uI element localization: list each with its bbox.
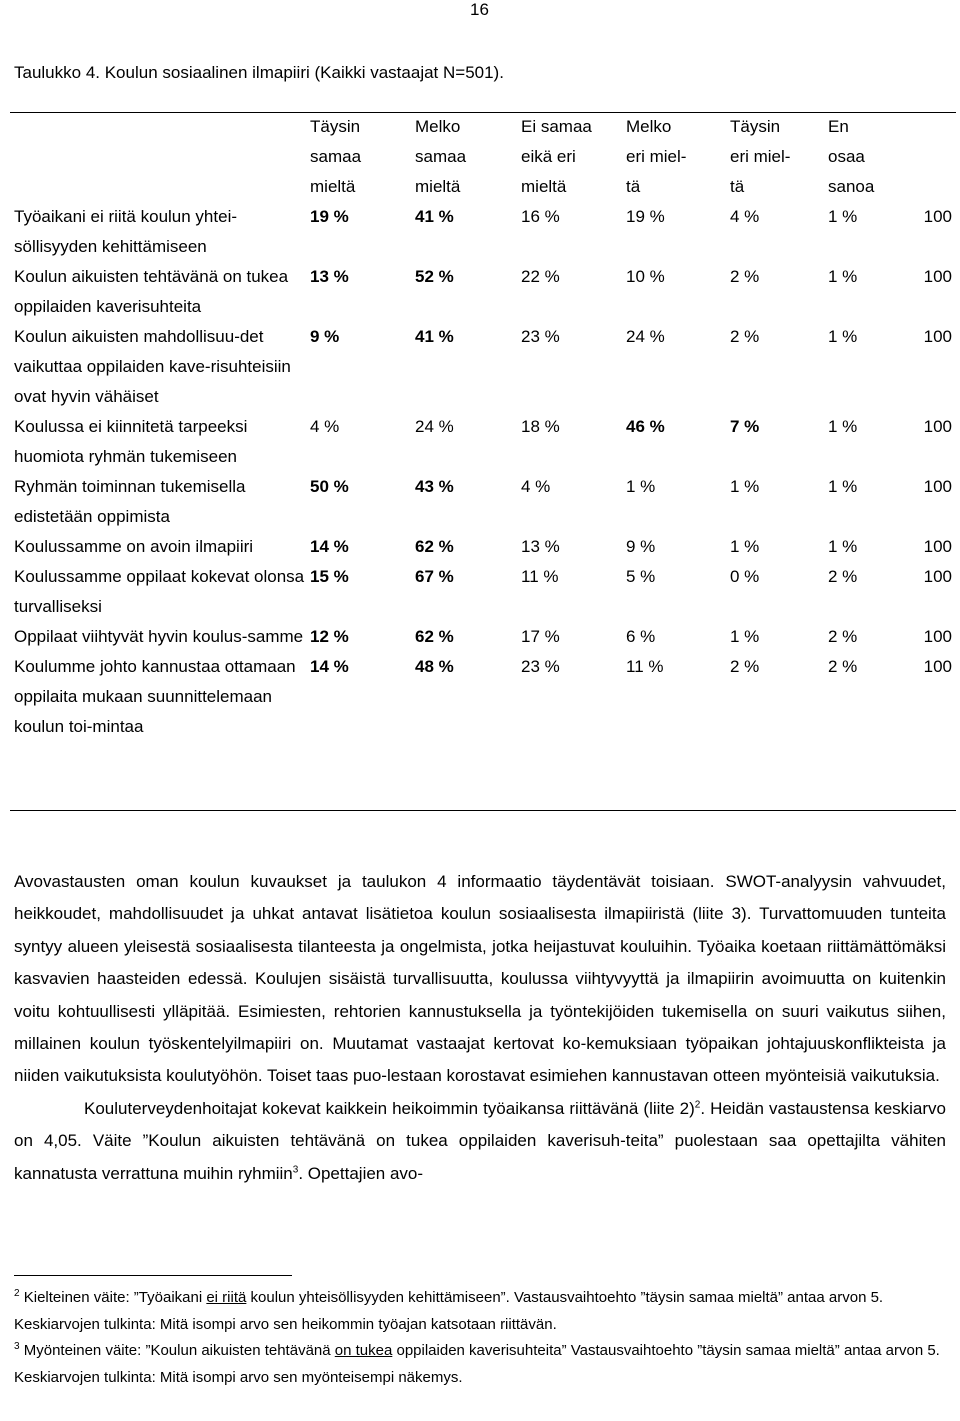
table-cell: 24 % [626, 327, 665, 346]
row-label: Koulussamme on avoin ilmapiiri [14, 537, 254, 556]
table-cell: 14 % [310, 537, 349, 556]
table-cell: 2 % [730, 657, 760, 676]
footnote-2 [14, 1285, 946, 1338]
table-cell: 13 % [310, 267, 349, 286]
table-cell: 6 % [626, 627, 656, 646]
row-total: 100 [923, 537, 952, 556]
footnotes [14, 1285, 946, 1391]
row-label: Koulussamme oppilaat kokevat olonsa turvalliseksi [14, 567, 305, 616]
row-total: 100 [923, 417, 952, 436]
footnote-3-part-a: Myönteinen väite: ”Koulun aikuisten tehtävänä [19, 1342, 335, 1359]
table-cell: 24 % [415, 417, 454, 436]
column-header-line: eikä eri [521, 147, 576, 166]
table-cell: 62 % [415, 537, 454, 556]
table-cell: 1 % [828, 207, 858, 226]
table-cell: 2 % [828, 567, 858, 586]
table-cell: 4 % [310, 417, 340, 436]
table-cell: 0 % [730, 567, 760, 586]
table-cell: 23 % [521, 657, 560, 676]
body-text [14, 866, 946, 1190]
column-header [517, 112, 622, 202]
row-total: 100 [923, 477, 952, 496]
table-cell: 22 % [521, 267, 560, 286]
footnote-3 [14, 1338, 946, 1391]
column-header-line: Melko [415, 117, 461, 136]
header-total-blank [908, 112, 956, 202]
table-cell: 1 % [730, 627, 760, 646]
table-cell: 4 % [521, 477, 551, 496]
table-cell: 43 % [415, 477, 454, 496]
table-cell: 5 % [626, 567, 656, 586]
table-cell: 1 % [730, 537, 760, 556]
column-header-line: Melko [626, 117, 672, 136]
table-cell: 4 % [730, 207, 760, 226]
footnote-3-underlined: on tukea [334, 1342, 393, 1359]
column-header [306, 112, 411, 202]
column-header-line: sanoa [828, 177, 875, 196]
column-header-line: tä [730, 177, 745, 196]
footnote-2-underlined: ei riitä [206, 1289, 247, 1306]
footnote-3-part-b: oppilaiden kaverisuhteita” Vastausvaihtoehto ”täysin samaa mieltä” antaa arvon 5. Keskiarvojen tulkinta: Mitä isompi arvo sen myönteisempi näkemys. [14, 1342, 940, 1386]
column-header-line: En [828, 117, 849, 136]
column-header-line: Täysin [730, 117, 781, 136]
column-header-line: mieltä [310, 177, 356, 196]
row-label: Koulun aikuisten tehtävänä on tukea oppilaiden kaverisuhteita [14, 267, 289, 316]
paragraph-2-part-c: . Opettajien avo- [298, 1163, 424, 1183]
column-header-line: samaa [415, 147, 467, 166]
table-cell: 1 % [730, 477, 760, 496]
table-cell: 52 % [415, 267, 454, 286]
table-cell: 1 % [828, 417, 858, 436]
table-cell: 23 % [521, 327, 560, 346]
column-header [726, 112, 824, 202]
page-number: 16 [470, 0, 489, 19]
table-cell: 50 % [310, 477, 349, 496]
table-cell: 19 % [626, 207, 665, 226]
column-header-line: eri miel- [626, 147, 687, 166]
paragraph-2-part-a: Kouluterveydenhoitajat kokevat kaikkein heikoimmin työaikansa riittävänä (liite 2) [84, 1098, 695, 1118]
row-label: Koulussa ei kiinnitetä tarpeeksi huomiota ryhmän tukemiseen [14, 417, 248, 466]
table-cell: 7 % [730, 417, 760, 436]
table-cell: 16 % [521, 207, 560, 226]
table-caption: Taulukko 4. Koulun sosiaalinen ilmapiiri (Kaikki vastaajat N=501). [14, 63, 504, 82]
table-cell: 9 % [626, 537, 656, 556]
column-header-line: mieltä [415, 177, 461, 196]
table-cell: 62 % [415, 627, 454, 646]
table-cell: 67 % [415, 567, 454, 586]
table-cell: 17 % [521, 627, 560, 646]
row-total: 100 [923, 627, 952, 646]
table-cell: 1 % [828, 327, 858, 346]
table-cell: 12 % [310, 627, 349, 646]
footnote-2-part-a: Kielteinen väite: ”Työaikani [19, 1289, 207, 1306]
table-cell: 2 % [828, 657, 858, 676]
table-grid [10, 112, 956, 742]
footnote-3-number: 3 [14, 1341, 20, 1352]
row-total: 100 [923, 267, 952, 286]
table-cell: 2 % [730, 327, 760, 346]
row-label: Oppilaat viihtyvät hyvin koulus-samme [14, 627, 304, 646]
table-cell: 1 % [626, 477, 656, 496]
table-cell: 41 % [415, 207, 454, 226]
paragraph-2 [14, 1093, 946, 1190]
footnote-2-number: 2 [14, 1288, 20, 1299]
table-cell: 11 % [521, 567, 559, 586]
column-header-line: Täysin [310, 117, 361, 136]
table-cell: 1 % [828, 537, 858, 556]
table-cell: 1 % [828, 267, 858, 286]
row-label: Työaikani ei riitä koulun yhtei-söllisyyden kehittämiseen [14, 207, 238, 256]
table-cell: 2 % [828, 627, 858, 646]
column-header [411, 112, 517, 202]
table-cell: 9 % [310, 327, 340, 346]
table-cell: 10 % [626, 267, 665, 286]
table-cell: 48 % [415, 657, 454, 676]
footnote-ref-2: 2 [694, 1099, 701, 1111]
table-cell: 13 % [521, 537, 560, 556]
footnote-separator [14, 1275, 292, 1276]
row-label: Koulun aikuisten mahdollisuu-det vaikuttaa oppilaiden kave-risuhteisiin ovat hyvin vähäiset [14, 327, 291, 406]
footnote-ref-3: 3 [292, 1164, 299, 1175]
results-table [10, 112, 956, 742]
row-label: Ryhmän toiminnan tukemisella edistetään oppimista [14, 477, 246, 526]
column-header [824, 112, 908, 202]
column-header-line: Ei samaa [521, 117, 592, 136]
table-cell: 1 % [828, 477, 858, 496]
header-blank [10, 112, 306, 202]
column-header [622, 112, 726, 202]
paragraph-2-part-b: . Heidän vastaustensa keskiarvo on 4,05. Väite ”Koulun aikuisten tehtävänä on tukea oppilaiden kaverisuh-teita” puolestaan saa opettajilta vähiten kannatusta verrattuna muihin ryhmiin [14, 1098, 946, 1183]
table-cell: 14 % [310, 657, 349, 676]
row-label: Koulumme johto kannustaa ottamaan oppilaita mukaan suunnittelemaan koulun toi-mintaa [14, 657, 296, 736]
row-total: 100 [923, 327, 952, 346]
column-header-line: tä [626, 177, 641, 196]
table-cell: 15 % [310, 567, 349, 586]
row-total: 100 [923, 207, 952, 226]
row-total: 100 [923, 657, 952, 676]
footnote-2-part-b: koulun yhteisöllisyyden kehittämiseen”. Vastausvaihtoehto ”täysin samaa mieltä” antaa arvon 5. Keskiarvojen tulkinta: Mitä isompi arvo sen heikommin työajan katsotaan riittävän. [14, 1289, 884, 1333]
table-cell: 11 % [626, 657, 664, 676]
paragraph-1: Avovastausten oman koulun kuvaukset ja taulukon 4 informaatio täydentävät toisiaan. SWOT-analyysin vahvuudet, heikkoudet, mahdollisuudet ja uhkat antavat lisätietoa koulun sosiaalisesta ilmapiiristä (liite 3). Turvattomuuden tunteita syntyy alueen yleisestä sosiaalisesta tilanteesta ja ongelmista, jotka heijastuvat kouluihin. Työaika koetaan riittämättömäksi kasvavien haasteiden edessä. Koulujen sisäistä turvallisuutta, koulussa viihtyvyyttä ja ilmapiirin avoimuutta on kuitenkin voitu kohtuullisesti ylläpitää. Esimiesten, rehtorien kannustuksella ja työntekijöiden tukemisella on suuri vaikutus siihen, millainen koulun työskentelyilmapiiri on. Muutamat vastaajat kertovat ko-kemuksiaan työpaikan johtajuuskonflikteista ja niiden vaikutuksista koulutyöhön. Toiset taas puo-lestaan korostavat esimiehen kannustavan otteen myönteisiä vaikutuksia. [14, 872, 946, 1086]
column-header-line: osaa [828, 147, 865, 166]
table-cell: 41 % [415, 327, 454, 346]
row-total: 100 [923, 567, 952, 586]
table-cell: 19 % [310, 207, 349, 226]
column-header-line: mieltä [521, 177, 567, 196]
column-header-line: samaa [310, 147, 362, 166]
column-header-line: eri miel- [730, 147, 791, 166]
table-cell: 46 % [626, 417, 665, 436]
table-cell: 18 % [521, 417, 560, 436]
table-cell: 2 % [730, 267, 760, 286]
